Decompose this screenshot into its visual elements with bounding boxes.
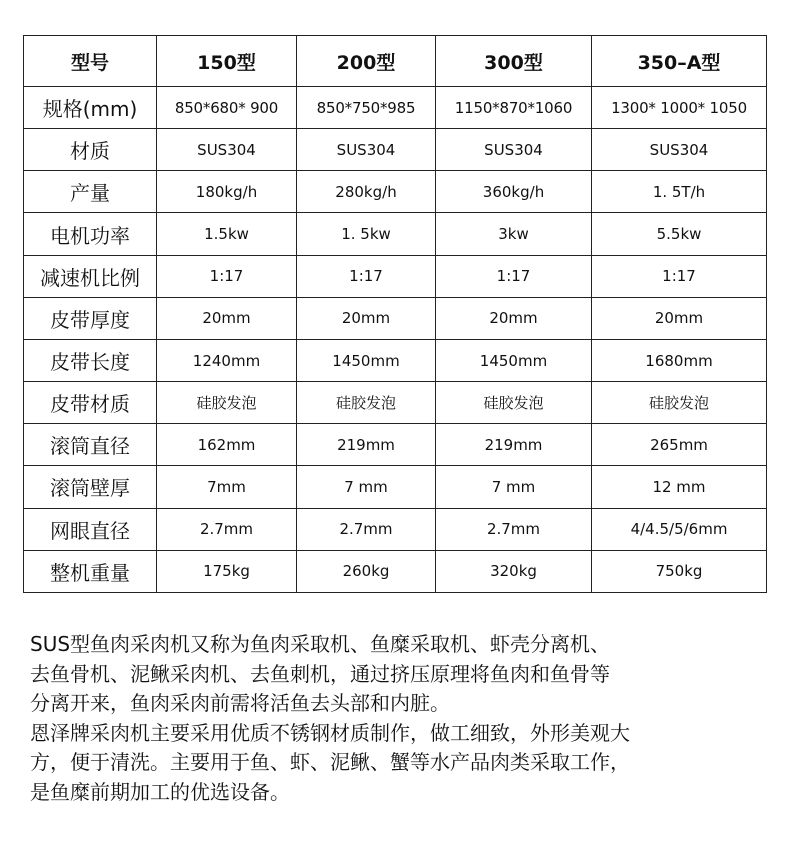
table-cell: 20mm [297,297,436,339]
table-cell: 20mm [592,297,767,339]
header-150: 150型 [157,36,297,87]
row-label: 电机功率 [24,213,157,255]
table-cell: 2.7mm [157,508,297,550]
table-row [24,255,767,297]
table-cell: 280kg/h [297,171,436,213]
table-cell: 20mm [436,297,592,339]
table-cell: 175kg [157,550,297,592]
table-cell: 硅胶发泡 [297,382,436,424]
table-cell: 180kg/h [157,171,297,213]
row-label: 滚筒壁厚 [24,466,157,508]
table-cell: 硅胶发泡 [592,382,767,424]
table-cell: 1:17 [157,255,297,297]
table-row [24,424,767,466]
table-row [24,213,767,255]
header-200: 200型 [297,36,436,87]
header-row [24,36,767,87]
table-cell: 219mm [297,424,436,466]
table-cell: 7 mm [436,466,592,508]
table-cell: 1. 5kw [297,213,436,255]
description-line: 去鱼骨机、泥鳅采肉机、去鱼刺机，通过挤压原理将鱼肉和鱼骨等 [30,661,610,686]
table-cell: 1450mm [436,339,592,381]
table-cell: 219mm [436,424,592,466]
header-model: 型号 [24,36,157,87]
table-cell: 1450mm [297,339,436,381]
table-cell: 3kw [436,213,592,255]
header-300: 300型 [436,36,592,87]
table-cell: 162mm [157,424,297,466]
row-label: 整机重量 [24,550,157,592]
row-label: 减速机比例 [24,255,157,297]
table-cell: 1:17 [436,255,592,297]
table-cell: 2.7mm [436,508,592,550]
table-cell: SUS304 [436,129,592,171]
table-cell: 12 mm [592,466,767,508]
table-row [24,297,767,339]
row-label: 规格(mm) [24,87,157,129]
table-cell: 7mm [157,466,297,508]
table-cell: 265mm [592,424,767,466]
table-cell: 1240mm [157,339,297,381]
table-row [24,87,767,129]
table-cell: 1680mm [592,339,767,381]
row-label: 皮带长度 [24,339,157,381]
table-cell: 1:17 [297,255,436,297]
table-row [24,339,767,381]
table-cell: 2.7mm [297,508,436,550]
description-line: 恩泽牌采肉机主要采用优质不锈钢材质制作，做工细致，外形美观大 [30,720,630,745]
header-350a: 350–A型 [592,36,767,87]
row-label: 皮带材质 [24,382,157,424]
table-cell: 320kg [436,550,592,592]
table-row [24,466,767,508]
table-cell: 7 mm [297,466,436,508]
table-cell: SUS304 [297,129,436,171]
table-row [24,508,767,550]
table-cell: 850*680* 900 [157,87,297,129]
description-line: 方，便于清洗。主要用于鱼、虾、泥鳅、蟹等水产品肉类采取工作， [30,750,630,774]
table-row [24,171,767,213]
row-label: 材质 [24,129,157,171]
table-cell: 1150*870*1060 [436,87,592,129]
table-row [24,382,767,424]
table-cell: 5.5kw [592,213,767,255]
description-line: 分离开来，鱼肉采肉前需将活鱼去头部和内脏。 [30,691,450,715]
table-row [24,129,767,171]
table-cell: SUS304 [157,129,297,171]
row-label: 滚筒直径 [24,424,157,466]
row-label: 产量 [24,171,157,213]
description-line: 是鱼糜前期加工的优选设备。 [30,779,290,804]
product-description [30,630,770,807]
table-cell: 4/4.5/5/6mm [592,508,767,550]
table-cell: 360kg/h [436,171,592,213]
table-cell: 850*750*985 [297,87,436,129]
table-cell: 260kg [297,550,436,592]
table-cell: 1:17 [592,255,767,297]
table-row [24,550,767,592]
row-label: 皮带厚度 [24,297,157,339]
table-cell: SUS304 [592,129,767,171]
table-cell: 1.5kw [157,213,297,255]
row-label: 网眼直径 [24,508,157,550]
table-cell: 硅胶发泡 [436,382,592,424]
table-cell: 1300* 1000* 1050 [592,87,767,129]
table-cell: 750kg [592,550,767,592]
table-cell: 1. 5T/h [592,171,767,213]
table-cell: 20mm [157,297,297,339]
spec-table [23,35,767,593]
description-line: SUS型鱼肉采肉机又称为鱼肉采取机、鱼糜采取机、虾壳分离机、 [30,632,611,656]
table-cell: 硅胶发泡 [157,382,297,424]
